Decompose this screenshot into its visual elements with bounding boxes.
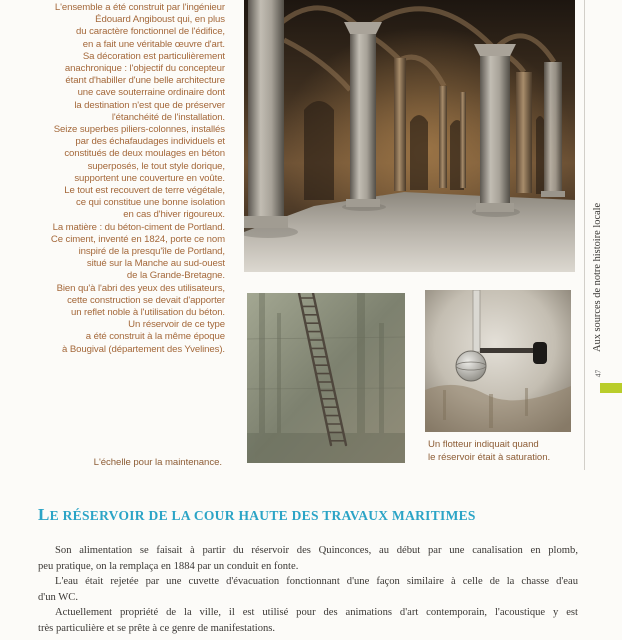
pillar (474, 44, 516, 212)
caption-line: le réservoir était à saturation. (428, 452, 551, 463)
text-line: Sa décoration est particulièrement (82, 50, 225, 62)
text-line: constitués de deux moulages en béton (64, 148, 225, 160)
text-line: étant d'habiller d'une belle architecture (65, 75, 225, 87)
text-line: La matière : du béton-ciment de Portland. (52, 221, 225, 233)
text-line: Édouard Angiboust qui, en plus (95, 14, 225, 26)
float-caption (428, 438, 578, 464)
text-line: par des échafaudages individuels et (75, 136, 225, 148)
cistern-pillars-photo (244, 0, 575, 272)
text-line: du caractère fonctionnel de l'édifice, (76, 26, 225, 38)
text-line: la destination n'est que de préserver (74, 99, 225, 111)
text-line: à Bougival (département des Yvelines). (62, 343, 225, 355)
running-title: Aux sources de notre histoire locale (592, 202, 603, 352)
text-line: Un réservoir de ce type (128, 319, 225, 331)
text-line: a été construit à la même époque (85, 331, 225, 343)
text-line: l'étanchéité de l'installation. (111, 111, 225, 123)
text-line: supportent une couverture en voûte. (74, 172, 225, 184)
text-line: Actuellement propriété de la ville, il est utilisé pour des animations d'art contemporain, l'acoustique y est (55, 607, 578, 618)
text-line: Son alimentation se faisait à partir du réservoir des Quinconces, au début par une canalisation en plomb, (55, 545, 578, 556)
pillar (541, 62, 565, 197)
vertical-pipe (473, 290, 480, 352)
text-line: en cas d'hiver rigoureux. (123, 209, 225, 221)
text-line: de la Grande-Bretagne. (126, 270, 225, 282)
text-line: Seize superbes piliers-colonnes, installés (53, 124, 225, 136)
text-line: très particulière et se prête à ce genre de manifestations. (38, 622, 276, 634)
text-line: Le tout est recouvert de terre végétale, (64, 185, 225, 197)
text-line: peu pratique, on la remplaça en 1884 par un conduit en fonte. (38, 560, 299, 572)
ladder-caption (40, 457, 222, 469)
caption-line: Un flotteur indiquait quand (428, 439, 539, 450)
pillar (244, 0, 288, 228)
text-line: Ce ciment, inventé en 1824, porte ce nom (50, 233, 225, 245)
float-ball (456, 351, 486, 381)
margin-rule (584, 0, 585, 470)
chapter-tab-marker (600, 383, 622, 393)
text-line: en a fait une véritable œuvre d'art. (82, 38, 225, 50)
text-line: L'ensemble a été construit par l'ingénieur (54, 2, 225, 13)
text-line: superposés, le tout style dorique, (87, 160, 225, 172)
maintenance-ladder-photo (247, 293, 405, 463)
black-fixture (533, 342, 547, 364)
text-line: situé sur la Manche au sud-ouest (86, 258, 225, 270)
text-line: inspiré de la presqu'île de Portland, (78, 246, 225, 258)
page-number: 47 (593, 369, 603, 378)
text-line: Bien qu'à l'abri des yeux des utilisateurs, (56, 282, 225, 294)
text-line: ce qui constitue une bonne isolation (76, 197, 225, 209)
text-line: cette construction se devait d'apporter (67, 294, 225, 306)
paragraph (38, 574, 578, 605)
paragraph (38, 605, 578, 636)
paragraph (38, 543, 578, 574)
text-line: anachronique : l'objectif du concepteur (64, 63, 225, 75)
float-rod (480, 348, 538, 353)
text-line: L'eau était rejetée par une cuvette d'évacuation fonctionnant d'une façon similaire à celle de la chasse d'eau (55, 576, 578, 587)
section-body (38, 543, 578, 636)
reservoir-float-photo (425, 290, 571, 432)
text-line: une cave souterraine ordinaire dont (77, 87, 225, 99)
caption-text: L'échelle pour la maintenance. (93, 457, 222, 468)
text-line: d'un WC. (38, 591, 78, 603)
sidebar-description (8, 2, 225, 356)
section-heading: LE RÉSERVOIR DE LA COUR HAUTE DES TRAVAUX MARITIMES (38, 505, 476, 524)
text-line: un reflet noble à l'utilisation du béton. (70, 307, 225, 319)
